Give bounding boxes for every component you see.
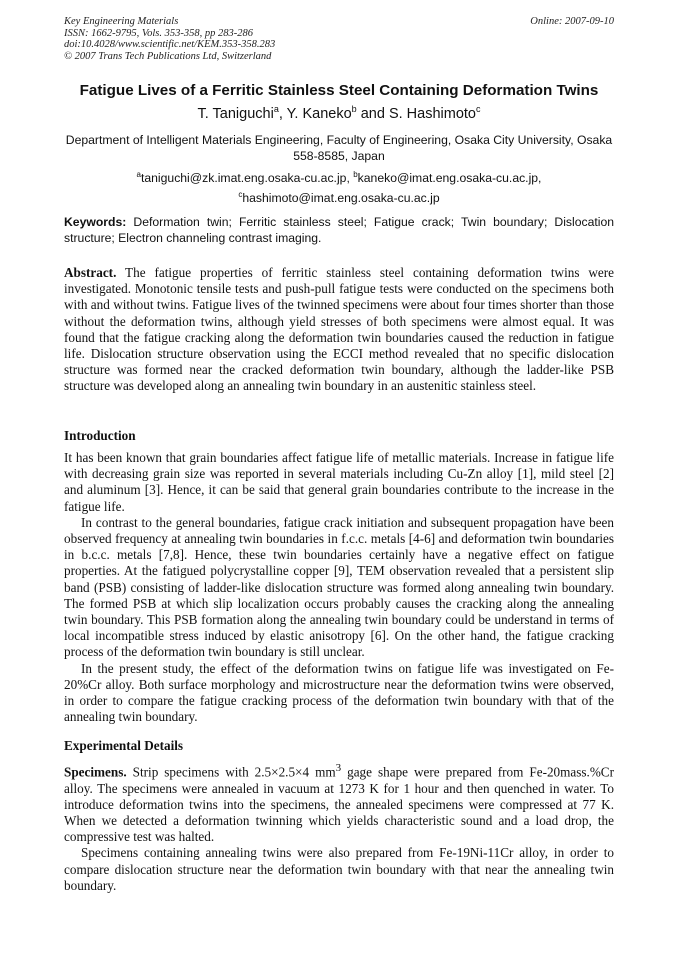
author-separator: , xyxy=(278,105,287,122)
journal-header xyxy=(64,16,614,62)
subsection-label-specimens: Specimens. xyxy=(64,764,127,780)
section-heading-experimental: Experimental Details xyxy=(64,738,184,753)
email-superscript: a xyxy=(136,170,141,179)
author-name: T. Taniguchi xyxy=(197,105,274,122)
paragraph: Specimens containing annealing twins were also prepared from Fe-19Ni-11Cr alloy, in order to compare dislocation structure near the deformation twin boundary with that near the annealing twin boundary. xyxy=(64,845,614,893)
paragraph: It has been known that grain boundaries affect fatigue life of metallic materials. Increase in fatigue life with decreasing grain size was reported in several materials including Cu-Zn alloy [1], mild steel [2] and aluminum [3]. Hence, it can be said that general grain boundaries contribute to the increase in the fatigue life. xyxy=(64,450,614,514)
paper-title: Fatigue Lives of a Ferritic Stainless Steel Containing Deformation Twins xyxy=(79,82,599,99)
paragraph-text: gage shape were prepared from Fe-20mass.%Cr alloy. The specimens were annealed in vacuum at 1273 K for 1 hour and then quenched in water. To introduce deformation twins into the specimens, the annealed specimens were compressed at 77 K. When we detected a deformation twinning which yields characteristic sound and a load drop, the compressive test was halted. xyxy=(64,764,614,845)
author-superscript: c xyxy=(475,104,481,114)
superscript: 3 xyxy=(335,762,342,774)
paragraph-text: Strip specimens with 2.5×2.5×4 mm xyxy=(132,764,336,780)
journal-copyright: © 2007 Trans Tech Publications Ltd, Switzerland xyxy=(64,50,272,62)
paragraph: In contrast to the general boundaries, fatigue crack initiation and subsequent propagation have been observed frequency at annealing twin boundaries in f.c.c. metals [4-6] and deformation twin boundaries in b.c.c. metals [7,8]. Hence, these twin boundaries certainly have a negative effect on fatigue properties. At the fatigued polycrystalline copper [9], TEM observation revealed that a persistent slip band (PSB) consisting of ladder-like dislocation structure was formed along annealing twin boundary. The formed PSB at which slip localization occurs probably causes the cracking along the annealing twin boundary. This PSB formation along the annealing twin boundary could be understand in terms of local incompatible stress induced by elastic anisotropy [6]. On the other hand, the fatigue cracking process of the deformation twin boundary is still unclear. xyxy=(64,514,614,660)
affiliation: Department of Intelligent Materials Engineering, Faculty of Engineering, Osaka City University, Osaka 558-8585, Japan xyxy=(65,133,613,163)
keywords xyxy=(64,215,614,246)
author-name: Y. Kaneko xyxy=(286,105,352,122)
experimental-body xyxy=(64,760,614,894)
author-separator: and xyxy=(356,105,389,122)
email-superscript: c xyxy=(238,189,243,199)
abstract xyxy=(64,265,614,395)
section-heading-introduction: Introduction xyxy=(64,428,136,443)
author-name: S. Hashimoto xyxy=(388,105,476,122)
paragraph xyxy=(64,760,614,845)
author-superscript: b xyxy=(351,104,357,114)
email-superscript: b xyxy=(353,170,358,179)
paragraph: In the present study, the effect of the deformation twins on fatigue life was investigated on Fe-20%Cr alloy. Both surface morphology and microstructure near the deformation twins were observed, in order to compare the fatigue cracking process of the deformation twin boundary with that of the annealing twin boundary. xyxy=(64,660,614,725)
keywords-text: Deformation twin; Ferritic stainless steel; Fatigue crack; Twin boundary; Dislocation structure; Electron channeling contrast imaging. xyxy=(64,215,615,245)
journal-name: Key Engineering Materials xyxy=(64,16,179,27)
keywords-label: Keywords: xyxy=(64,215,127,229)
abstract-text: The fatigue properties of ferritic stainless steel containing deformation twins were investigated. Monotonic tensile tests and push-pull fatigue tests were conducted on the specimens both with and without twins. Fatigue lives of the twinned specimens were about four times shorter than those without the deformation twins, although yield stresses of both specimens were almost equal. It was found that the fatigue cracking along the deformation twin boundaries caused the reduction in fatigue life. Dislocation structure observation using the ECCI method revealed that no specific dislocation structure was formed near the cracked deformation twin boundary, although the ladder-like PSB structure was developed along an annealing twin boundary in an austenitic stainless steel. xyxy=(64,265,614,394)
email-address[interactable]: hashimoto@imat.eng.osaka-cu.ac.jp xyxy=(242,190,440,205)
author-superscript: a xyxy=(273,104,279,114)
online-date: Online: 2007-09-10 xyxy=(530,16,614,27)
email-list: $^a$taniguchi@zk.imat.eng.osaka-cu.ac.jp, $^b$kaneko@imat.eng.osaka-cu.ac.jp, $^c$hashimoto@imat.eng.osaka-cu.ac.jp xyxy=(136,170,542,205)
author-list xyxy=(64,104,614,122)
journal-issn: ISSN: 1662-9795, Vols. 353-358, pp 283-286 xyxy=(64,27,253,39)
abstract-label: Abstract. xyxy=(64,265,117,280)
journal-doi: doi:10.4028/www.scientific.net/KEM.353-358.283 xyxy=(64,39,276,50)
email-address[interactable]: kaneko@imat.eng.osaka-cu.ac.jp, xyxy=(357,171,542,186)
introduction-body xyxy=(64,450,614,725)
email-address[interactable]: taniguchi@zk.imat.eng.osaka-cu.ac.jp xyxy=(140,171,347,186)
